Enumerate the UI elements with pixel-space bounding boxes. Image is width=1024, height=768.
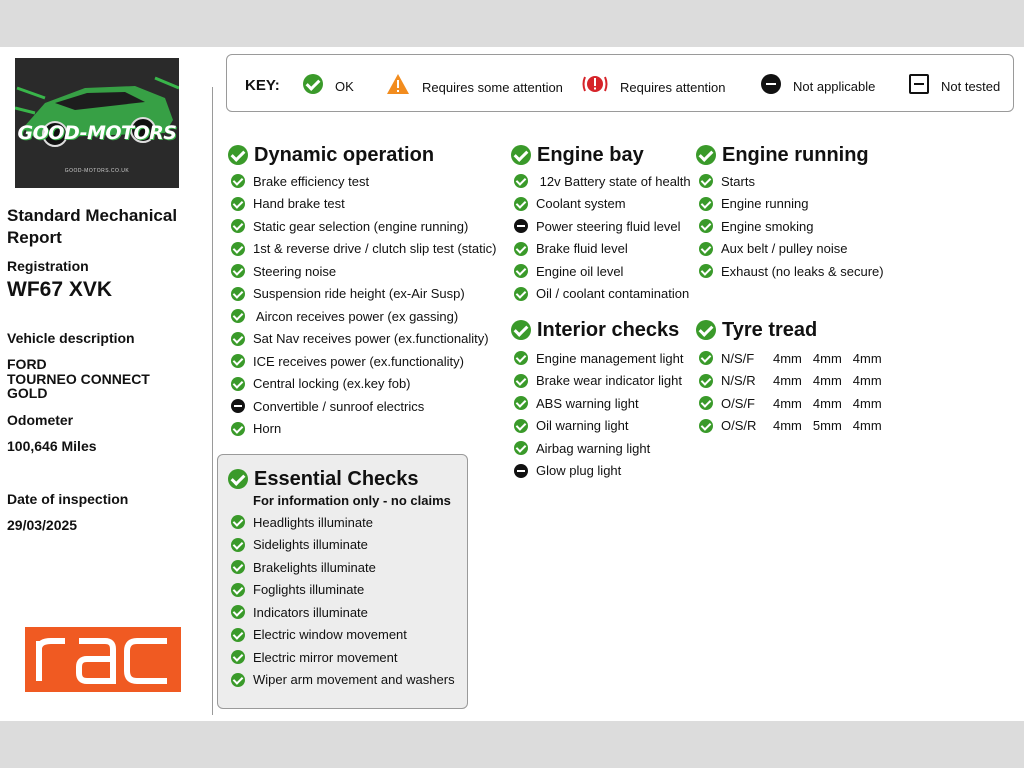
check-list (696, 170, 896, 283)
check-circle-icon (699, 264, 713, 278)
key-item-not-tested (909, 73, 1000, 94)
list-item (696, 260, 896, 283)
section-title: Interior checks (537, 318, 680, 341)
check-circle-icon (699, 242, 713, 256)
check-circle-icon (514, 197, 528, 211)
item-label: Sat Nav receives power (ex.functionality) (253, 331, 489, 347)
check-circle-icon (231, 377, 245, 391)
list-item (228, 373, 508, 396)
item-label: 1st & reverse drive / clutch slip test (static) (253, 241, 497, 257)
check-circle-icon (696, 145, 716, 165)
check-circle-icon (303, 74, 323, 94)
section-essential-checks (217, 454, 468, 709)
list-item (511, 347, 691, 370)
check-list (228, 511, 467, 691)
vehicle-trim: GOLD (7, 385, 48, 401)
item-label: Foglights illuminate (253, 582, 365, 598)
item-label: Airbag warning light (536, 440, 651, 456)
list-item (228, 283, 508, 306)
odometer-value: 100,646 Miles (7, 438, 97, 454)
item-label: Steering noise (253, 263, 337, 279)
list-item (228, 556, 467, 579)
item-label: Oil warning light (536, 418, 629, 434)
check-circle-icon (231, 560, 245, 574)
check-circle-icon (228, 145, 248, 165)
check-circle-icon (699, 351, 713, 365)
item-label: ICE receives power (ex.functionality) (253, 353, 464, 369)
list-item (511, 370, 691, 393)
minus-square-icon (909, 74, 929, 94)
minus-circle-icon (514, 219, 528, 233)
list-item (228, 328, 508, 351)
tyre-row (696, 347, 896, 370)
registration-label: Registration (7, 258, 89, 274)
list-item (228, 305, 508, 328)
check-circle-icon (514, 351, 528, 365)
item-label: Engine running (721, 196, 809, 212)
section-header (696, 144, 896, 166)
item-label: 12v Battery state of health (536, 173, 691, 189)
list-item (228, 624, 467, 647)
tyre-row (696, 392, 896, 415)
key-item-attention (582, 73, 726, 95)
check-circle-icon (514, 174, 528, 188)
item-label: Power steering fluid level (536, 218, 681, 234)
tread-depth: 5mm (812, 418, 842, 434)
list-item (228, 511, 467, 534)
key-label-some-attention: Requires some attention (422, 79, 563, 95)
check-circle-icon (514, 242, 528, 256)
section-interior-checks (511, 319, 691, 482)
key-label-not-applicable: Not applicable (793, 79, 876, 94)
tread-depth: 4mm (812, 373, 842, 389)
vehicle-description-label: Vehicle description (7, 330, 135, 346)
item-label: Brake fluid level (536, 241, 628, 257)
check-circle-icon (231, 628, 245, 642)
check-circle-icon (699, 396, 713, 410)
inspection-date-label: Date of inspection (7, 491, 129, 507)
key-title: KEY: (245, 77, 280, 94)
item-label: Oil / coolant contamination (536, 286, 690, 302)
list-item (511, 170, 691, 193)
check-circle-icon (231, 583, 245, 597)
section-title: Engine bay (537, 143, 644, 166)
section-header (511, 144, 691, 166)
tyre-position: O/S/R (721, 418, 757, 434)
list-item (228, 579, 467, 602)
item-label: Brakelights illuminate (253, 559, 376, 575)
vehicle-make: FORD (7, 356, 47, 372)
tread-depth: 4mm (773, 350, 802, 366)
item-label: Brake wear indicator light (536, 373, 682, 389)
item-label: Static gear selection (engine running) (253, 218, 469, 234)
report-sheet (0, 47, 1024, 721)
rac-logo (25, 627, 181, 692)
list-item (696, 238, 896, 261)
minus-circle-icon (761, 74, 781, 94)
item-label: Indicators illuminate (253, 604, 368, 620)
check-circle-icon (231, 538, 245, 552)
key-label-not-tested: Not tested (941, 79, 1001, 94)
item-label: Coolant system (536, 196, 626, 212)
report-title: Standard Mechanical Report (7, 206, 178, 247)
check-circle-icon (231, 673, 245, 687)
warning-triangle-icon (386, 73, 410, 95)
key-label-attention: Requires attention (620, 79, 726, 95)
item-label: ABS warning light (536, 395, 639, 411)
check-circle-icon (228, 469, 248, 489)
item-label: Aux belt / pulley noise (721, 241, 848, 257)
list-item (228, 418, 508, 441)
list-item (228, 534, 467, 557)
check-circle-icon (514, 441, 528, 455)
list-item (696, 170, 896, 193)
item-label: Horn (253, 421, 282, 437)
check-circle-icon (231, 264, 245, 278)
section-title: Engine running (722, 143, 869, 166)
list-item (511, 193, 691, 216)
check-circle-icon (231, 197, 245, 211)
item-label: Glow plug light (536, 463, 622, 479)
check-circle-icon (231, 332, 245, 346)
check-circle-icon (231, 174, 245, 188)
section-subtitle: For information only - no claims (253, 493, 451, 508)
section-tyre-tread (696, 319, 896, 437)
section-header (511, 319, 691, 341)
section-engine-bay (511, 144, 691, 305)
inspection-date-value: 29/03/2025 (7, 517, 78, 533)
check-circle-icon (231, 650, 245, 664)
item-label: Hand brake test (253, 196, 345, 212)
item-label: Central locking (ex.key fob) (253, 376, 411, 392)
minus-circle-icon (231, 399, 245, 413)
check-circle-icon (231, 605, 245, 619)
tread-depth: 4mm (852, 395, 882, 411)
tread-depth: 4mm (773, 373, 802, 389)
list-item (228, 350, 508, 373)
list-item (228, 669, 467, 692)
list-item (228, 601, 467, 624)
check-circle-icon (231, 354, 245, 368)
item-label: Brake efficiency test (253, 173, 370, 189)
tyre-position: N/S/F (721, 350, 755, 366)
good-motors-logo (15, 58, 179, 188)
tyre-row (696, 370, 896, 393)
odometer-label: Odometer (7, 412, 74, 428)
check-circle-icon (514, 374, 528, 388)
tread-depth: 4mm (812, 350, 842, 366)
item-label: Electric window movement (253, 627, 407, 643)
tyre-row (696, 415, 896, 438)
list-item (511, 238, 691, 261)
check-circle-icon (231, 309, 245, 323)
vehicle-model: TOURNEO CONNECT (7, 370, 150, 387)
list-item (228, 395, 508, 418)
item-label: Electric mirror movement (253, 649, 398, 665)
tread-depth: 4mm (852, 350, 882, 366)
section-title: Essential Checks (254, 467, 419, 490)
section-header (228, 468, 467, 490)
item-label: Wiper arm movement and washers (253, 672, 455, 688)
item-label: Engine oil level (536, 263, 624, 279)
list-item (511, 415, 691, 438)
check-circle-icon (514, 287, 528, 301)
tread-depth: 4mm (852, 373, 882, 389)
item-label: Convertible / sunroof electrics (253, 398, 425, 414)
item-label: Starts (721, 173, 755, 189)
section-engine-running (696, 144, 896, 283)
check-circle-icon (511, 145, 531, 165)
list-item (511, 215, 691, 238)
section-title: Dynamic operation (254, 143, 435, 166)
list-item (228, 170, 508, 193)
tread-depth: 4mm (773, 418, 802, 434)
section-header (696, 319, 896, 341)
list-item (696, 193, 896, 216)
list-item (228, 238, 508, 261)
list-item (228, 215, 508, 238)
check-circle-icon (511, 320, 531, 340)
tyre-position: O/S/F (721, 395, 755, 411)
section-dynamic-operation (228, 144, 508, 440)
key-item-some-attention (386, 73, 563, 95)
check-circle-icon (514, 396, 528, 410)
item-label: Exhaust (no leaks & secure) (721, 263, 884, 279)
check-circle-icon (699, 197, 713, 211)
section-header (228, 144, 508, 166)
check-circle-icon (696, 320, 716, 340)
check-circle-icon (231, 242, 245, 256)
column-divider (212, 87, 213, 715)
logo-subtext: GOOD-MOTORS.CO.UK (64, 168, 130, 174)
minus-circle-icon (514, 464, 528, 478)
check-list (228, 170, 508, 440)
key-legend (226, 54, 1014, 112)
list-item (228, 260, 508, 283)
list-item (228, 193, 508, 216)
section-title: Tyre tread (722, 318, 818, 341)
check-circle-icon (231, 422, 245, 436)
list-item (511, 437, 691, 460)
list-item (511, 460, 691, 483)
alert-circle-icon (582, 73, 608, 95)
check-circle-icon (514, 419, 528, 433)
check-circle-icon (231, 287, 245, 301)
item-label: Engine management light (536, 350, 684, 366)
check-circle-icon (699, 419, 713, 433)
check-list (511, 347, 691, 482)
item-label: Aircon receives power (ex gassing) (253, 308, 459, 324)
key-item-not-applicable (761, 73, 875, 94)
tread-depth: 4mm (773, 395, 802, 411)
registration-value: WF67 XVK (7, 278, 113, 301)
item-label: Engine smoking (721, 218, 814, 234)
check-circle-icon (699, 174, 713, 188)
list-item (228, 646, 467, 669)
tyre-list (696, 347, 896, 437)
check-circle-icon (699, 374, 713, 388)
tread-depth: 4mm (852, 418, 882, 434)
item-label: Headlights illuminate (253, 514, 373, 530)
check-circle-icon (699, 219, 713, 233)
check-circle-icon (231, 219, 245, 233)
item-label: Sidelights illuminate (253, 537, 368, 553)
list-item (511, 392, 691, 415)
list-item (511, 260, 691, 283)
item-label: Suspension ride height (ex-Air Susp) (253, 286, 465, 302)
check-circle-icon (231, 515, 245, 529)
tread-depth: 4mm (812, 395, 842, 411)
logo-text: GOOD-MOTORS (17, 122, 177, 144)
list-item (696, 215, 896, 238)
key-item-ok (303, 73, 354, 94)
rac-wordmark-icon (25, 627, 181, 692)
key-label-ok: OK (335, 79, 354, 94)
tyre-position: N/S/R (721, 373, 756, 389)
vehicle-description (7, 357, 207, 401)
check-list (511, 170, 691, 305)
list-item (511, 283, 691, 306)
check-circle-icon (514, 264, 528, 278)
